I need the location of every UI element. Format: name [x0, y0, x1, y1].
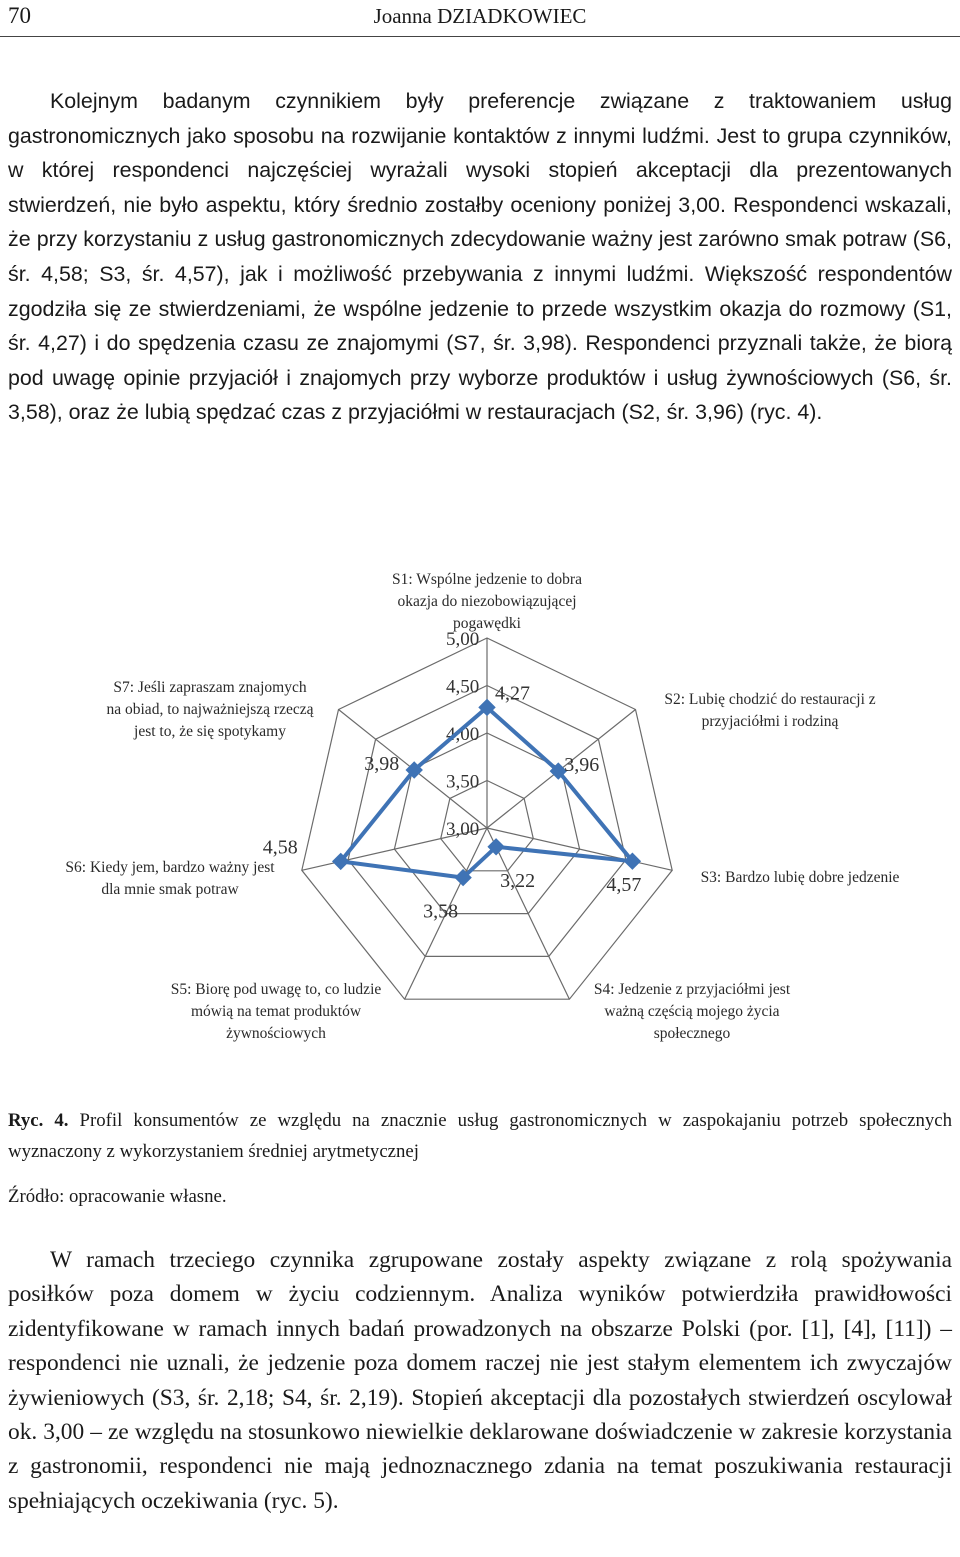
radar-grid	[302, 638, 672, 999]
category-label-S6: S6: Kiedy jem, bardzo ważny jest dla mnie smak potraw	[65, 859, 275, 898]
figure-caption-label: Ryc. 4.	[8, 1110, 69, 1131]
data-label-S1: 4,27	[495, 682, 530, 705]
axis-tick-label: 4,00	[446, 724, 480, 745]
radar-category-labels	[65, 571, 899, 1042]
figure-source: Źródło: opracowanie własne.	[8, 1186, 227, 1207]
data-label-S3: 4,57	[606, 874, 642, 897]
body-paragraph-2: W ramach trzeciego czynnika zgrupowane zostały aspekty związane z rolą spożywania posiłków poza domem w życiu codziennym. Analiza wyników potwierdziła prawidłowości zidentyfikowane w ramach innych badań prowadzonych na obszarze Polski (por. [1], [4], [11]) – respondenci nie uznali, że jedzenie poza domem raczej nie jest stałym elementem ich zwyczajów żywieniowych (S3, śr. 2,18; S4, śr. 2,19). Stopień akceptacji dla pozostałych stwierdzeń oscylował ok. 3,00 – ze względu na stosunkowo niewielkie deklarowane doświadczenie w zakresie korzystania z gastronomii, respondenci nie mają jednoznacznego zdania na temat poszukiwania restauracji spełniających oczekiwania (ryc. 5).	[8, 1247, 952, 1514]
axis-tick-label: 4,50	[446, 676, 480, 698]
category-label-S2: S2: Lubię chodzić do restauracji z przyjaciółmi i rodziną	[664, 691, 876, 730]
data-label-S6: 4,58	[262, 836, 298, 859]
radar-series	[263, 682, 642, 922]
page-number: 70	[8, 3, 31, 28]
axis-tick-label: 3,50	[446, 771, 480, 793]
category-label-S7: S7: Jeśli zapraszam znajomych na obiad, to najważniejszą rzeczą jest to, że się spotykamy	[106, 679, 314, 740]
category-label-S1: S1: Wspólne jedzenie to dobra okazja do niezobowiązującej pogawędki	[392, 571, 582, 632]
figure-caption	[8, 1105, 952, 1167]
running-head: Joanna DZIADKOWIEC	[373, 4, 587, 28]
category-label-S4: S4: Jedzenie z przyjaciółmi jest ważną częścią mojego życia społecznego	[593, 981, 791, 1042]
figure-caption-text: Profil konsumentów ze względu na znacznie usług gastronomicznych w zaspokajaniu potrzeb społecznych wyznaczony z wykorzystaniem średniej arytmetycznej	[8, 1110, 952, 1162]
radar-chart	[0, 560, 960, 1050]
data-label-S5: 3,58	[423, 900, 459, 923]
data-label-S2: 3,96	[564, 754, 600, 777]
axis-tick-label: 3,00	[446, 819, 480, 840]
page-header	[0, 0, 960, 37]
data-label-S7: 3,98	[364, 753, 400, 775]
category-label-S3: S3: Bardzo lubię dobre jedzenie	[700, 869, 900, 886]
data-label-S4: 3,22	[500, 869, 536, 892]
axis-tick-label: 5,00	[446, 629, 480, 650]
category-label-S5: S5: Biorę pod uwagę to, co ludzie mówią na temat produktów żywnościowych	[170, 981, 382, 1042]
body-paragraph-1: Kolejnym badanym czynnikiem były preferencje związane z traktowaniem usług gastronomicznych jako sposobu na rozwijanie kontaktów z innymi ludźmi. Jest to grupa czynników, w której respondenci najczęściej wyrażali wysoki stopień akceptacji dla prezentowanych stwierdzeń, nie było aspektu, który średnio zostałby oceniony poniżej 3,00. Respondenci wskazali, że przy korzystaniu z usług gastronomicznych zdecydowanie ważny jest zarówno smak potraw (S6, śr. 4,58; S3, śr. 4,57), jak i możliwość przebywania z innymi ludźmi. Większość respondentów zgodziła się ze stwierdzeniami, że wspólne jedzenie to przede wszystkim okazja do rozmowy (S1, śr. 4,27) i do spędzenia czasu ze znajomymi (S7, śr. 3,98). Respondenci przyznali także, że biorą pod uwagę opinie przyjaciół i znajomych przy wyborze produktów i usług żywnościowych (S6, śr. 3,58), oraz że lubią spędzać czas z przyjaciółmi w restauracjach (S2, śr. 3,96) (ryc. 4).	[8, 89, 952, 425]
